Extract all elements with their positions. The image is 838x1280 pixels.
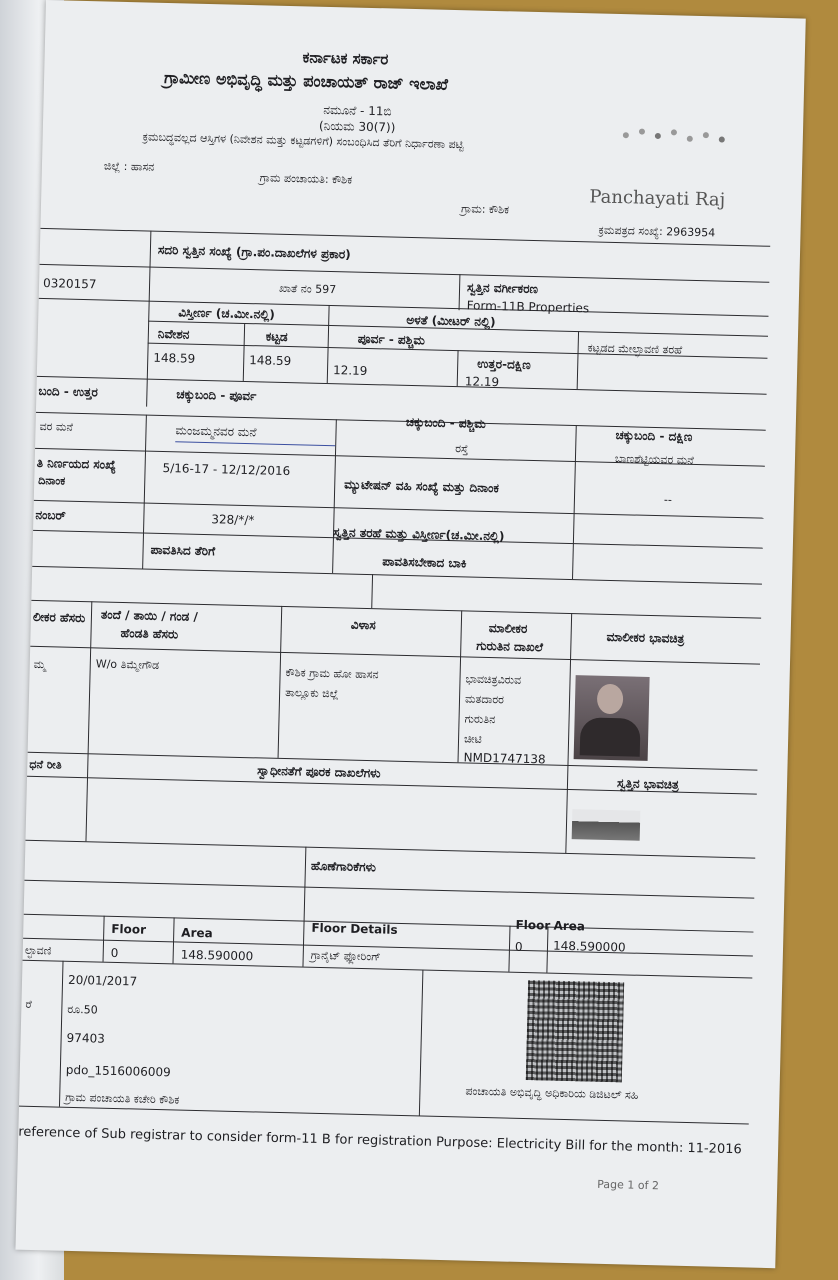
east-boundary-label: ಚಕ್ಕುಬಂದಿ - ಪೂರ್ವ <box>176 387 257 404</box>
north-south-label: ಉತ್ತರ-ದಕ್ಷಿಣ <box>477 356 531 372</box>
digital-signature-label: ಪಂಚಾಯತಿ ಅಭಿವೃದ್ಧಿ ಅಧಿಕಾರಿಯ ಡಿಜಿಟಲ್ ಸಹಿ <box>465 1084 639 1102</box>
relation-value: W/o ತಿಮ್ಮೇಗೌಡ <box>95 657 160 672</box>
floor-area-value-right: 148.590000 <box>552 938 626 955</box>
floor-header-right: Floor <box>515 917 551 933</box>
south-boundary-label: ಚಕ್ಕುಬಂದಿ - ದಕ್ಷಿಣ <box>615 428 693 444</box>
resolution-value: 5/16-17 - 12/12/2016 <box>162 460 291 479</box>
number-value: 328/*/* <box>211 512 255 528</box>
supporting-docs-label: ಸ್ವಾಧೀನತೆಗೆ ಪೂರಕ ದಾಖಲೆಗಳು <box>257 763 381 781</box>
acquisition-label: ಧನೆ ರೀತಿ <box>29 757 62 772</box>
floor-value-right: 0 <box>514 939 523 954</box>
building-area-value: 148.59 <box>249 353 292 369</box>
rule-number: (ನಿಯಮ 30(7)) <box>318 118 396 135</box>
floor-row-label: ಲ್ಛಾವಣಿ <box>24 943 52 958</box>
owner-id-number: NMD1747138 <box>463 750 546 767</box>
khata-number: ಖಾತೆ ನಂ 597 <box>278 281 337 297</box>
roof-type-label: ಕಟ್ಟಡದ ಮೇಲ್ಛಾವಣಿ ತರಹೆ <box>587 341 683 357</box>
govt-title: ಕರ್ನಾಟಕ ಸರ್ಕಾರ <box>302 48 389 69</box>
address-line-2: ತಾಲ್ಲೂಕು ಜಿಲ್ಲೆ <box>284 686 339 701</box>
tax-due-label: ಪಾವತಿಸಬೇಕಾದ ಬಾಕಿ <box>382 554 467 571</box>
property-type-label: ಸ್ವತ್ತಿನ ತರಹೆ ಮತ್ತು ವಿಸ್ತೀರ್ಣ(ಚ.ಮೀ.ನಲ್ಲಿ) <box>332 525 505 544</box>
site-label: ನಿವೇಶನ <box>157 326 190 342</box>
east-west-value: 12.19 <box>332 363 368 378</box>
issue-left-mark: ರೆ <box>25 997 32 1011</box>
owner-id-line-3: ಗುರುತಿನ <box>464 712 496 727</box>
floor-details-header: Floor Details <box>311 920 398 937</box>
north-boundary-label: ಬಂದಿ - ಉತ್ತರ <box>38 383 98 400</box>
gram-panchayat: ಗ್ರಾಮ ಪಂಚಾಯತಿ: ಕೌಶಿಕ <box>259 171 353 187</box>
property-class-value: Form-11B Properties <box>466 298 590 316</box>
building-label: ಕಟ್ಟಡ <box>265 329 288 345</box>
district: ಜಿಲ್ಲೆ : ಹಾಸನ <box>103 159 155 174</box>
serial-number: ಕ್ರಮಪತ್ರದ ಸಂಖ್ಯೆ: 2963954 <box>598 223 716 240</box>
liabilities-label: ಹೊಣೆಗಾರಿಕೆಗಳು <box>310 858 377 875</box>
floor-details-value: ಗ್ರಾನೈಟ್ ಫ್ಲೋರಿಂಗ್ <box>310 948 381 964</box>
owner-photo-label: ಮಾಲೀಕರ ಭಾವಚಿತ್ರ <box>606 629 685 646</box>
area-header: Area <box>181 925 213 941</box>
village: ಗ್ರಾಮ: ಕೌಶಿಕ <box>460 202 510 217</box>
relation-label-2: ಹೆಂಡತಿ ಹೆಸರು <box>120 626 179 642</box>
floor-header: Floor <box>111 921 147 937</box>
issuing-office: ಗ್ರಾಮ ಪಂಚಾಯತಿ ಕಚೇರಿ ಕೌಶಿಕ <box>65 1090 180 1107</box>
issue-date: 20/01/2017 <box>67 972 138 989</box>
property-number-label: ಸದರಿ ಸ್ವತ್ತಿನ ಸಂಖ್ಯೆ (ಗ್ರಾ.ಪಂ.ದಾಖಲೆಗಳ ಪ್ರಕಾರ) <box>157 242 351 262</box>
south-boundary-value: ಬಾಣಶೆಟ್ಟಿಯವರ ಮನೆ <box>614 452 694 467</box>
pdo-id: pdo_1516006009 <box>65 1062 171 1080</box>
dept-title: ಗ್ರಾಮೀಣ ಅಭಿವೃದ್ಧಿ ಮತ್ತು ಪಂಚಾಯತ್ ರಾಜ್ ಇಲಾಖೆ <box>163 67 449 94</box>
resolution-label: ತಿ ನಿರ್ಣಯದ ಸಂಖ್ಯೆ <box>36 455 117 472</box>
west-boundary-value: ರಸ್ತೆ <box>455 442 469 456</box>
qr-code <box>526 980 624 1082</box>
page-number: Page 1 of 2 <box>597 1177 660 1193</box>
north-boundary-value: ವರ ಮನೆ <box>39 419 74 434</box>
measurement-label: ಅಳತೆ (ಮೀಟರ್ ನಲ್ಲಿ) <box>406 312 496 330</box>
site-area-value: 148.59 <box>153 350 196 366</box>
mutation-label: ಮ್ಯುಟೇಷನ್ ವಹಿ ಸಂಖ್ಯೆ ಮತ್ತು ದಿನಾಂಕ <box>344 477 499 496</box>
property-photo <box>572 809 641 841</box>
owner-id-label-1: ಮಾಲೀಕರ <box>488 621 528 636</box>
receipt-number: 97403 <box>66 1030 105 1046</box>
owner-name-value: ಮ್ಮ <box>33 657 46 672</box>
tax-paid-label: ಪಾವತಿಸಿದ ತೆರಿಗೆ <box>150 542 216 559</box>
area-label: ವಿಸ್ತೀರ್ಣ (ಚ.ಮೀ.ನಲ್ಲಿ) <box>178 305 276 322</box>
form-subtitle: ಕ್ರಮಬದ್ಧವಲ್ಲದ ಆಸ್ತಿಗಳ (ನಿವೇಶನ ಮತ್ತು ಕಟ್ಟಡಗಳಿಗೆ) ಸಂಬಂಧಿಸಿದ ತೆರಿಗೆ ನಿರ್ಧಾರಣಾ ಪಟ್ಟಿ <box>142 130 464 152</box>
owner-name-label: ಲೀಕರ ಹೆಸರು <box>32 609 86 626</box>
north-south-value: 12.19 <box>464 374 500 390</box>
owner-photo <box>574 675 650 761</box>
area-header-right: Area <box>553 918 586 934</box>
form-number: ನಮೂನೆ - 11ಬಿ <box>323 102 392 119</box>
owner-id-line-2: ಮತದಾರರ <box>464 692 505 707</box>
property-photo-label: ಸ್ವತ್ತಿನ ಭಾವಚಿತ್ರ <box>616 776 680 792</box>
owner-id-label-2: ಗುರುತಿನ ದಾಖಲೆ <box>476 638 544 655</box>
number-label: ನಂಬರ್ <box>35 507 66 523</box>
relation-label-1: ತಂದೆ / ತಾಯಿ / ಗಂಡ / <box>100 607 199 624</box>
form-11b-document <box>15 0 805 1268</box>
east-boundary-value: ಮಂಜಮ್ಮನವರ ಮನೆ <box>175 423 257 440</box>
address-label: ವಿಳಾಸ <box>350 617 376 633</box>
owner-id-line-4: ಚೀಟಿ <box>463 732 482 746</box>
footer-note: reference of Sub registrar to consider form-11 B for registration Purpose: Electricity Bill for the month: 11-2016 <box>18 1124 742 1158</box>
issue-fee: ರೂ.50 <box>67 1002 98 1017</box>
mutation-value: -- <box>663 493 673 507</box>
resolution-date-label: ದಿನಾಂಕ <box>38 473 66 488</box>
floor-value: 0 <box>110 945 119 961</box>
east-west-label: ಪೂರ್ವ - ಪಶ್ಚಿಮ <box>357 331 426 348</box>
address-line-1: ಕೌಶಿಕ ಗ್ರಾಮ ಹೋ ಹಾಸನ <box>285 666 379 682</box>
floor-area-value: 148.590000 <box>180 947 254 964</box>
logo-text: Panchayati Raj <box>589 186 726 211</box>
property-class-label: ಸ್ವತ್ತಿನ ವರ್ಗೀಕರಣ <box>466 280 539 297</box>
west-boundary-label: ಚಕ್ಕುಬಂದಿ - ಪಶ್ಚಿಮ <box>405 414 486 431</box>
owner-id-line-1: ಭಾವಚಿತ್ರವಿರುವ <box>465 672 522 687</box>
property-id: 0320157 <box>42 276 97 292</box>
